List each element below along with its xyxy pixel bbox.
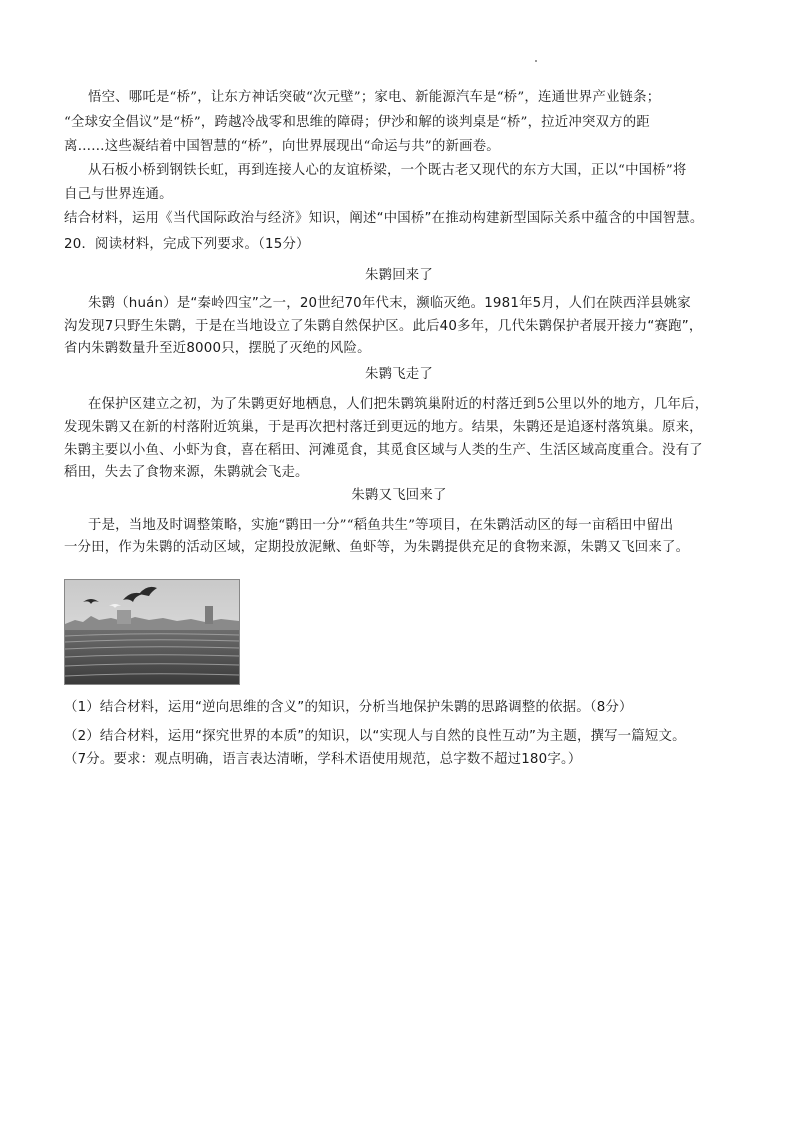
q20-heading: 20．阅读材料，完成下列要求。（15分） <box>64 237 310 252</box>
bridge-task: 结合材料，运用《当代国际政治与经济》知识，阐述“中国桥”在推动构建新型国际关系中蕴含的中国智慧。 <box>64 211 704 226</box>
bridge-line-4: 从石板小桥到钢铁长虹，再到连接人心的友谊桥梁，一个既古老又现代的东方大国，正以“中国桥”将 <box>88 163 687 178</box>
section3-title: 朱鹮又飞回来了 <box>351 488 447 503</box>
section1-line-2: 沟发现7只野生朱鹮，于是在当地设立了朱鹮自然保护区。此后40多年，几代朱鹮保护者展开接力“赛跑”， <box>64 319 703 334</box>
section3-line-1: 于是，当地及时调整策略，实施“鹮田一分”“稻鱼共生”等项目，在朱鹮活动区的每一亩稻田中留出 <box>88 518 674 533</box>
bridge-line-3: 离……这些凝结着中国智慧的“桥”，向世界展现出“命运与共”的新画卷。 <box>64 139 500 154</box>
sub-question-2-line-1: （2）结合材料，运用“探究世界的本质”的知识，以“实现人与自然的良性互动”为主题，撰写一篇短文。 <box>64 729 686 744</box>
section2-title: 朱鹮飞走了 <box>365 367 433 382</box>
section1-line-3: 省内朱鹮数量升至近8000只，摆脱了灭绝的风险。 <box>64 341 371 356</box>
bridge-line-5: 自己与世界连通。 <box>64 187 173 202</box>
bridge-line-1: 悟空、哪吒是“桥”，让东方神话突破“次元壁”；家电、新能源汽车是“桥”，连通世界产业链条； <box>88 90 661 105</box>
section1-line-1: 朱鹮（huán）是“秦岭四宝”之一，20世纪70年代末，濒临灭绝。1981年5月，人们在陕西洋县姚家 <box>88 296 691 311</box>
section3-line-2: 一分田，作为朱鹮的活动区域，定期投放泥鳅、鱼虾等，为朱鹮提供充足的食物来源，朱鹮又飞回来了。 <box>64 540 690 555</box>
section2-line-3: 朱鹮主要以小鱼、小虾为食，喜在稻田、河滩觅食，其觅食区域与人类的生产、生活区域高度重合。没有了 <box>64 443 703 458</box>
scan-dot <box>535 60 537 62</box>
sub-question-2-line-2: （7分。要求：观点明确，语言表达清晰，学科术语使用规范，总字数不超过180字。） <box>64 752 582 767</box>
bridge-line-2: “全球安全倡议”是“桥”，跨越冷战零和思维的障碍；伊沙和解的谈判桌是“桥”，拉近冲突双方的距 <box>64 115 650 130</box>
section1-title: 朱鹮回来了 <box>365 268 433 283</box>
section2-line-4: 稻田，失去了食物来源，朱鹮就会飞走。 <box>64 465 309 480</box>
sub-question-1: （1）结合材料，运用“逆向思维的含义”的知识，分析当地保护朱鹮的思路调整的依据。（8分） <box>64 700 633 715</box>
section2-line-1: 在保护区建立之初，为了朱鹮更好地栖息，人们把朱鹮筑巢附近的村落迁到5公里以外的地方，几年后， <box>88 397 709 412</box>
ibis-rice-field-photo <box>64 579 240 685</box>
section2-line-2: 发现朱鹮又在新的村落附近筑巢，于是再次把村落迁到更远的地方。结果，朱鹮还是追逐村落筑巢。原来， <box>64 420 703 435</box>
